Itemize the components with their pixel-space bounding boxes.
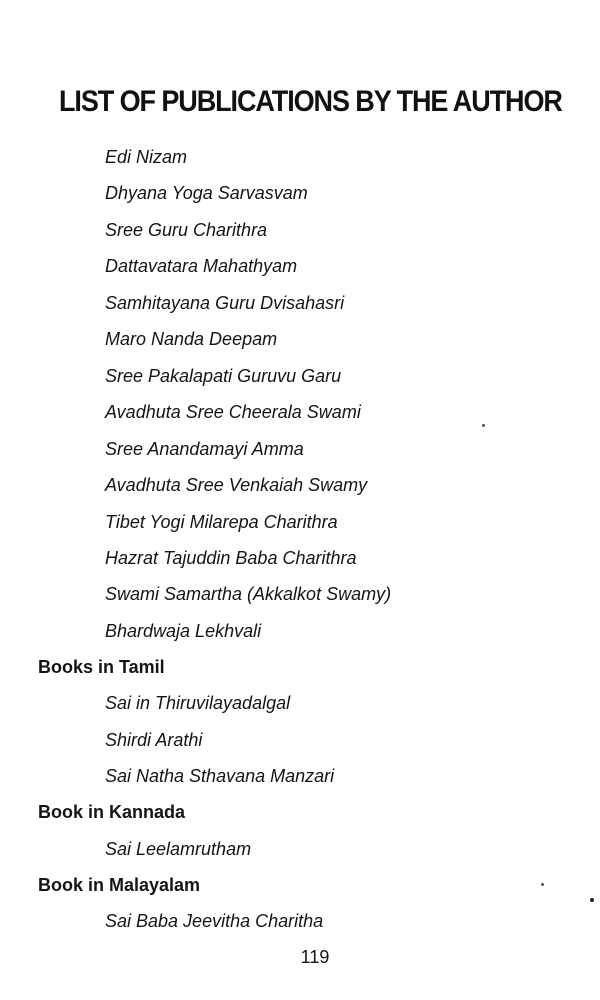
- book-title: Sree Pakalapati Guruvu Garu: [105, 366, 342, 386]
- print-speck: [590, 898, 594, 902]
- print-speck: [482, 424, 485, 427]
- section-heading-tamil: Books in Tamil: [38, 657, 165, 677]
- book-title: Sai Baba Jeevitha Charitha: [105, 911, 324, 931]
- book-title: Edi Nizam: [105, 147, 188, 167]
- book-title: Sai Natha Sthavana Manzari: [105, 766, 335, 786]
- book-title: Dhyana Yoga Sarvasvam: [105, 183, 308, 203]
- book-title: Sai in Thiruvilayadalgal: [105, 693, 291, 713]
- book-title: Bhardwaja Lekhvali: [105, 621, 262, 641]
- book-title: Tibet Yogi Milarepa Charithra: [105, 512, 338, 532]
- book-title: Dattavatara Mahathyam: [105, 256, 298, 276]
- book-title: Avadhuta Sree Venkaiah Swamy: [105, 475, 368, 495]
- section-heading-kannada: Book in Kannada: [38, 802, 186, 822]
- print-speck: [541, 883, 544, 886]
- book-title: Samhitayana Guru Dvisahasri: [105, 293, 345, 313]
- book-title: Avadhuta Sree Cheerala Swami: [105, 402, 361, 422]
- book-title: Sai Leelamrutham: [105, 839, 252, 859]
- book-title: Swami Samartha (Akkalkot Swamy): [105, 584, 392, 604]
- page-number: 119: [300, 947, 330, 967]
- book-title: Shirdi Arathi: [105, 730, 203, 750]
- book-title: Sree Guru Charithra: [105, 220, 268, 240]
- section-heading-malayalam: Book in Malayalam: [38, 875, 201, 895]
- page-title: LIST OF PUBLICATIONS BY THE AUTHOR: [59, 85, 562, 118]
- book-title: Sree Anandamayi Amma: [105, 439, 304, 459]
- book-title: Hazrat Tajuddin Baba Charithra: [105, 548, 357, 568]
- book-title: Maro Nanda Deepam: [105, 329, 278, 349]
